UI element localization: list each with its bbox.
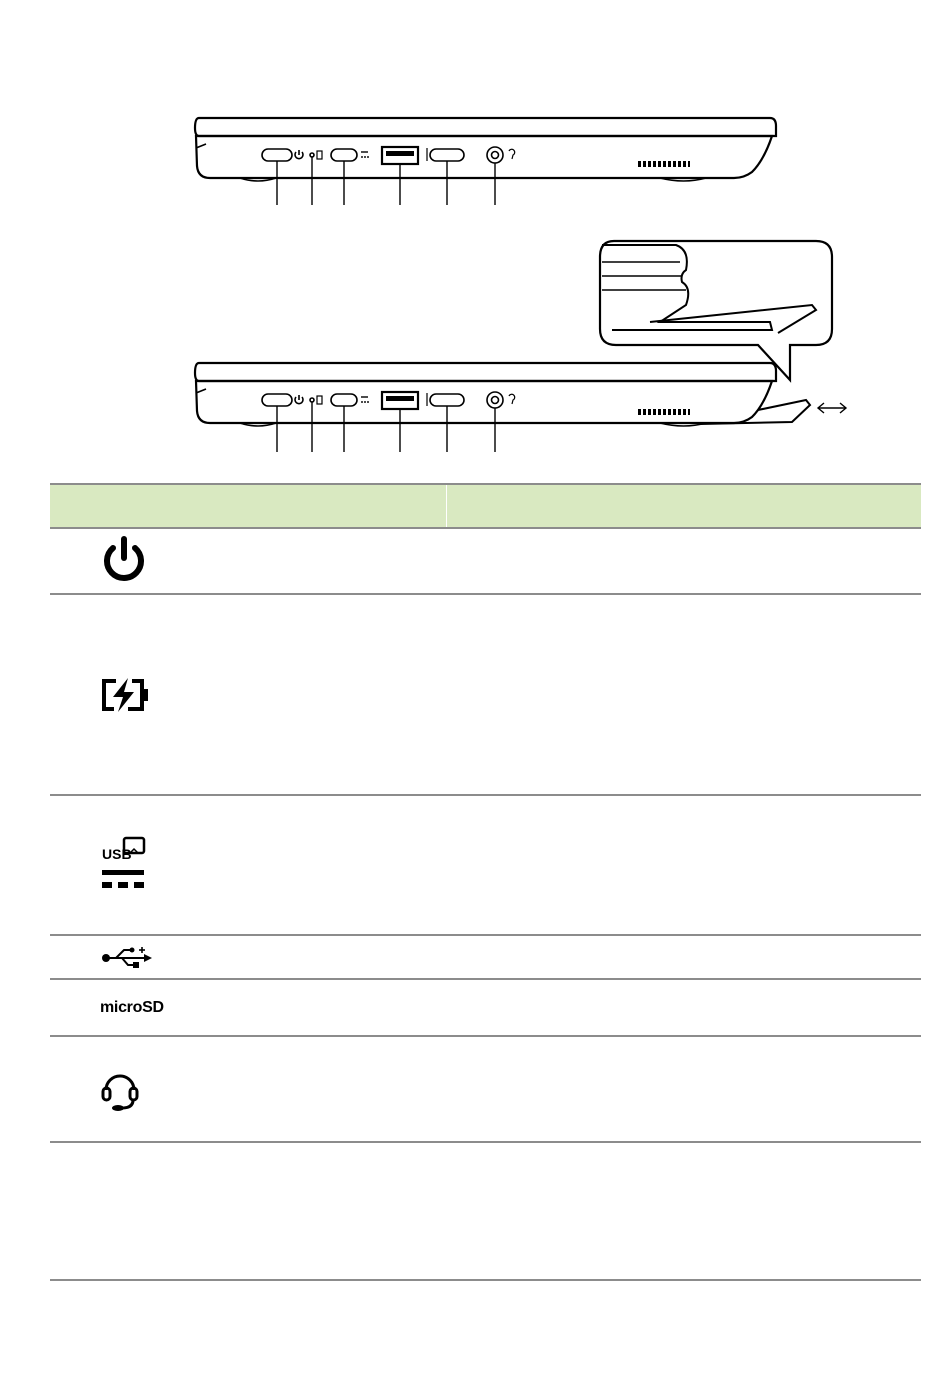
power-icon xyxy=(295,150,303,159)
svg-text:USB: USB xyxy=(102,846,132,862)
microsd-icon: microSD xyxy=(100,998,164,1016)
column-header-description xyxy=(446,484,921,528)
port-description-table xyxy=(50,483,921,1281)
microsd-slot xyxy=(430,149,464,161)
power-button xyxy=(262,149,292,161)
table-row xyxy=(50,979,921,1036)
audio-jack xyxy=(487,147,503,163)
table-header-row xyxy=(50,484,921,528)
row-description xyxy=(446,594,921,795)
row-description xyxy=(446,1142,921,1280)
double-arrow-icon xyxy=(818,403,846,413)
row-description xyxy=(446,795,921,935)
usb-type-c-display-dc-icon xyxy=(100,836,150,894)
table-row xyxy=(50,1142,921,1280)
table-row xyxy=(50,795,921,935)
zoom-inset xyxy=(600,241,832,380)
battery-charging-icon xyxy=(100,678,150,712)
laptop-side-view-top xyxy=(195,118,776,205)
laptop-side-views-figure xyxy=(0,0,950,470)
table-row xyxy=(50,528,921,594)
table-row xyxy=(50,594,921,795)
row-description xyxy=(446,528,921,594)
battery-led xyxy=(310,153,314,157)
row-description xyxy=(446,979,921,1036)
column-header-icon xyxy=(50,484,446,528)
row-description xyxy=(446,935,921,979)
ejected-card xyxy=(700,400,810,424)
laptop-side-view-bottom xyxy=(195,363,846,452)
table-row xyxy=(50,1036,921,1142)
table-row xyxy=(50,935,921,979)
row-description xyxy=(446,1036,921,1142)
usb-icon xyxy=(100,944,154,970)
usb-type-c-port xyxy=(331,149,357,161)
headset-icon xyxy=(100,1066,140,1112)
power-icon xyxy=(100,536,148,586)
